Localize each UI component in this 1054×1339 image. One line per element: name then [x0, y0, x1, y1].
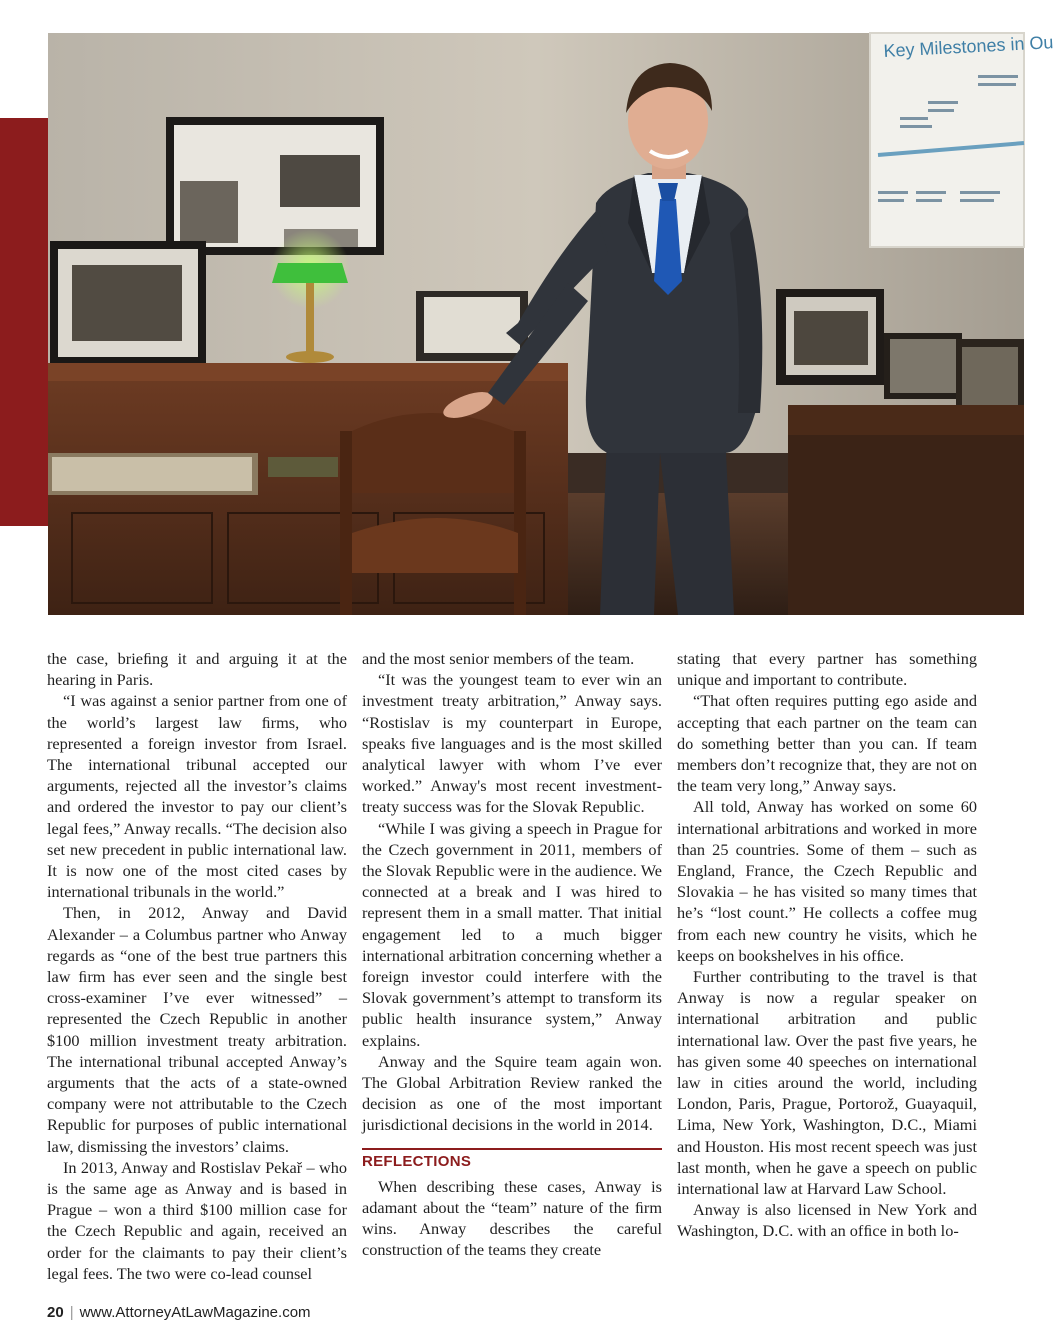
paragraph: Further contributing to the travel is that Anway is now a regular speaker on international arbitration and public international law. Over the past ﬁve years, he has given some 40 speeches on international law in cities around the world, including London, Paris, Prague, Portorož, Guayaquil, Lima, New York, Washington, D.C., Miami and Houston. His most recent speech was just last month, when he gave a speech on public international law at Harvard Law School. — [677, 967, 977, 1199]
paragraph: Then, in 2012, Anway and David Alexander – a Columbus partner who Anway regards as “one of the best true partners this law ﬁrm has ever seen and the single best cross-examiner I’ve ever witnessed” – represented the Czech Republic in another $100 million investment treaty arbitration. The international tribunal accepted Anway’s arguments that the acts of a state-owned company were not attributable to the Czech Republic for purposes of public international law, dismissing the investors’ claims. — [47, 903, 347, 1156]
website-link[interactable]: www.AttorneyAtLawMagazine.com — [79, 1304, 311, 1321]
paragraph: Anway is also licensed in New York and Washington, D.C. with an ofﬁce in both lo- — [677, 1200, 977, 1241]
paragraph: Anway and the Squire team again won. The Global Arbitration Review ranked the decision as one of the most important jurisdictional decisions in the world in 2014. — [362, 1051, 662, 1135]
section-heading-reflections: REFLECTIONS — [362, 1148, 662, 1171]
paragraph: stating that every partner has something unique and important to contribute. — [677, 649, 977, 690]
milestone-banner-title: Key Milestones in Ou — [883, 32, 1054, 61]
paragraph: “It was the youngest team to ever win an investment treaty arbitration,” Anway says. “Rostislav is my counterpart in Europe, speaks ﬁve languages and is the most skilled analytical lawyer with whom I’ve ever worked.” Anway's most recent investment-treaty success was for the Slovak Republic. — [362, 670, 662, 817]
paragraph: “I was against a senior partner from one of the world’s largest law ﬁrms, who represented a foreign investor from Israel. The international tribunal accepted our arguments, rejected all the investor’s claims and ordered the investor to pay our client’s legal fees,” Anway recalls. “The decision also set new precedent in public international law. It is now one of the most cited cases by international tribunals in the world.” — [47, 691, 347, 902]
footer-separator: | — [69, 1304, 74, 1321]
paragraph: “That often requires putting ego aside and accepting that each partner on the team can do something better than you can. If team members don’t recognize that, they are not on the team very long,” Anway says. — [677, 691, 977, 796]
red-accent-band — [0, 118, 48, 526]
page-footer — [47, 1304, 311, 1321]
page-number: 20 — [47, 1304, 64, 1321]
feature-photo — [48, 32, 1054, 615]
column-2 — [362, 648, 662, 1260]
paragraph: and the most senior members of the team. — [362, 649, 635, 668]
column-3 — [677, 648, 977, 1242]
column-1 — [47, 648, 347, 1284]
paragraph: All told, Anway has worked on some 60 international arbitrations and worked in more than 25 countries. Some of them – such as England, France, the Czech Republic and Slovakia – he has visited so many times that he’s “lost count.” He collects a coffee mug from each new country he visits, which he keeps on bookshelves in his ofﬁce. — [677, 797, 977, 965]
paragraph: “While I was giving a speech in Prague for the Czech government in 2011, members of the Slovak Republic were in the audience. We connected at a break and I was hired to represent them in a small matter. That initial engagement led to a much bigger international arbitration concerning whether a foreign investor could interfere with the Slovak government’s attempt to transform its public health insurance system,” Anway explains. — [362, 818, 662, 1050]
paragraph: the case, brieﬁng it and arguing it at the hearing in Paris. — [47, 649, 347, 690]
paragraph: In 2013, Anway and Rostislav Pekař – who is the same age as Anway and is based in Prague – won a third $100 million case for the Czech Republic and again, received an order for the claimants to pay their client’s legal fees. The two were co-lead counsel — [47, 1157, 347, 1283]
paragraph: When describing these cases, Anway is adamant about the “team” nature of the ﬁrm wins. Anway describes the careful construction of the teams they create — [362, 1176, 662, 1260]
